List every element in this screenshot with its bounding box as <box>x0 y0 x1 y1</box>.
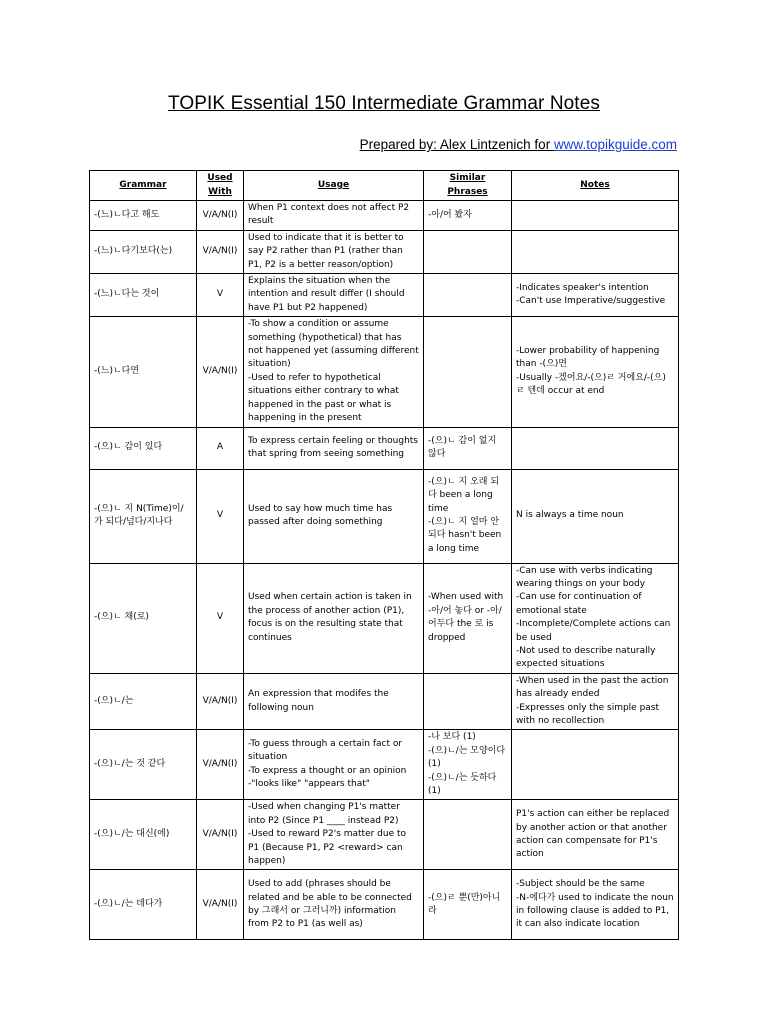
cell-similar <box>424 230 512 273</box>
cell-similar <box>424 730 512 800</box>
cell-line: -(느)ㄴ다는 것이 <box>94 289 160 300</box>
cell-notes <box>512 274 679 317</box>
table-row <box>90 800 679 870</box>
cell-line: -(느)ㄴ다고 해도 <box>94 209 160 220</box>
cell-usage <box>244 870 424 940</box>
cell-similar <box>424 274 512 317</box>
cell-line: -아/어 봤자 <box>428 209 472 220</box>
cell-line: -(으)ㄴ 채(로) <box>94 612 149 623</box>
cell-line: -Usually -겠어요/-(으)ㄹ 거에요/-(으)ㄹ 텐데 occur at end <box>516 372 666 397</box>
cell-notes <box>512 870 679 940</box>
cell-used-with <box>197 563 244 673</box>
cell-line: -Used to reward P2's matter due to P1 (Because P1, P2 <reward> can happen) <box>248 829 407 867</box>
cell-line: -When used with -아/어 놓다 or -아/어두다 the 로 is dropped <box>428 592 504 643</box>
page-title: TOPIK Essential 150 Intermediate Grammar Notes <box>168 93 600 114</box>
table-row <box>90 673 679 730</box>
header-similar-phrases: Similar Phrases <box>424 171 512 201</box>
prepared-by-line <box>360 137 677 152</box>
cell-usage <box>244 730 424 800</box>
cell-line: -Not used to describe naturally expected situations <box>516 645 656 670</box>
prepared-by-text: Prepared by: Alex Lintzenich for <box>359 137 554 152</box>
cell-usage <box>244 230 424 273</box>
grammar-table <box>89 170 679 940</box>
cell-line: Used to say how much time has passed after doing something <box>248 503 393 527</box>
cell-similar <box>424 201 512 231</box>
table-body <box>90 201 679 940</box>
cell-used-with <box>197 870 244 940</box>
cell-line: -(으)ㄴ 지 오래 되다 been a long time <box>428 476 500 514</box>
cell-line: Used to indicate that it is better to say P2 rather than P1 (rather than P1, P2 is a better reason/option) <box>248 232 404 270</box>
cell-line: -(으)ㄴ 감이 없지 않다 <box>428 435 497 459</box>
cell-line: -(으)ㄴ 감이 있다 <box>94 442 163 453</box>
table-row <box>90 230 679 273</box>
cell-line: -Lower probability of happening than -(으)면 <box>516 346 660 370</box>
table-row <box>90 427 679 469</box>
cell-used-with <box>197 800 244 870</box>
cell-notes <box>512 730 679 800</box>
cell-used-with <box>197 317 244 427</box>
cell-usage <box>244 673 424 730</box>
header-notes: Notes <box>512 171 679 201</box>
cell-grammar <box>90 469 197 563</box>
cell-line: -Can use with verbs indicating wearing things on your body <box>516 565 653 589</box>
cell-line: A <box>216 442 224 453</box>
table-row <box>90 469 679 563</box>
cell-line: -(으)ㄴ/는 <box>94 695 134 706</box>
cell-similar <box>424 317 512 427</box>
cell-line: V/A/N(I) <box>202 899 238 910</box>
cell-grammar <box>90 800 197 870</box>
cell-similar <box>424 870 512 940</box>
cell-notes <box>512 673 679 730</box>
cell-line: V/A/N(I) <box>202 759 238 770</box>
cell-line: To express certain feeling or thoughts that spring from seeing something <box>248 435 418 459</box>
cell-line: -"looks like" "appears that" <box>248 779 370 790</box>
cell-notes <box>512 230 679 273</box>
header-used-with: Used With <box>197 171 244 201</box>
cell-similar <box>424 800 512 870</box>
cell-line: V/A/N(I) <box>202 366 238 377</box>
cell-line: -To express a thought or an opinion <box>248 765 407 776</box>
cell-line: -(으)ㄴ/는 모양이다 (1) <box>428 745 506 770</box>
cell-notes <box>512 427 679 469</box>
cell-line: -(으)ㄴ/는 대신(에) <box>94 829 170 840</box>
cell-line: -Can't use Imperative/suggestive <box>516 296 666 307</box>
cell-line: -Subject should be the same <box>516 879 645 890</box>
cell-usage <box>244 317 424 427</box>
cell-line: -나 보다 (1) <box>428 732 476 743</box>
cell-used-with <box>197 427 244 469</box>
cell-similar <box>424 469 512 563</box>
cell-line: V/A/N(I) <box>202 829 238 840</box>
cell-grammar <box>90 730 197 800</box>
cell-usage <box>244 274 424 317</box>
cell-line: -(느)ㄴ다기보다(는) <box>94 246 173 257</box>
cell-line: V <box>216 612 224 623</box>
cell-grammar <box>90 230 197 273</box>
cell-usage <box>244 563 424 673</box>
cell-line: -(으)ㄴ/는 듯하다 (1) <box>428 772 497 796</box>
cell-grammar <box>90 673 197 730</box>
cell-line: Used to add (phrases should be related and be able to be connected by 그래서 or 그러니까) information from P2 to P1 (as well as) <box>248 879 412 930</box>
table-row <box>90 563 679 673</box>
cell-line: -Used to refer to hypothetical situations either contrary to what happened in the past or what is happening in the present <box>248 372 399 424</box>
cell-used-with <box>197 230 244 273</box>
cell-line: -(으)ㄴ 지 얼마 안 되다 hasn't been a long time <box>428 517 502 554</box>
cell-line: -To guess through a certain fact or situation <box>248 739 403 763</box>
cell-line: An expression that modifes the following noun <box>248 689 389 713</box>
cell-line: Explains the situation when the intention and result differ (I should have P1 but P2 happened) <box>248 276 405 313</box>
cell-similar <box>424 427 512 469</box>
cell-used-with <box>197 730 244 800</box>
cell-line: -(으)ㄴ 지 N(Time)이/가 되다/넘다/지나다 <box>94 503 184 527</box>
cell-used-with <box>197 469 244 563</box>
table-row <box>90 730 679 800</box>
cell-grammar <box>90 317 197 427</box>
table-header-row <box>90 171 679 201</box>
cell-usage <box>244 427 424 469</box>
cell-line: V <box>216 510 224 521</box>
cell-line: -Incomplete/Complete actions can be used <box>516 619 671 643</box>
cell-line: -(으)ㄴ/는 것 같다 <box>94 759 166 770</box>
cell-line: Used when certain action is taken in the process of another action (P1), focus is on the resulting state that continues <box>248 592 412 643</box>
cell-line: -Expresses only the simple past with no recollection <box>516 702 660 726</box>
cell-line: -N-에다가 used to indicate the noun in following clause is added to P1, it can also indicate location <box>516 892 674 930</box>
cell-notes <box>512 201 679 231</box>
cell-used-with <box>197 274 244 317</box>
cell-grammar <box>90 201 197 231</box>
cell-line: -Can use for continuation of emotional state <box>516 592 642 616</box>
cell-usage <box>244 201 424 231</box>
cell-grammar <box>90 427 197 469</box>
cell-used-with <box>197 673 244 730</box>
cell-line: N is always a time noun <box>516 510 624 521</box>
cell-line: V/A/N(I) <box>202 209 238 220</box>
cell-notes <box>512 563 679 673</box>
cell-line: -Used when changing P1's matter into P2 (Since P1 ____ instead P2) <box>248 802 400 826</box>
cell-similar <box>424 563 512 673</box>
cell-notes <box>512 800 679 870</box>
cell-line: When P1 context does not affect P2 result <box>248 203 410 227</box>
cell-usage <box>244 800 424 870</box>
cell-usage <box>244 469 424 563</box>
cell-grammar <box>90 274 197 317</box>
table-row <box>90 201 679 231</box>
topikguide-link[interactable]: www.topikguide.com <box>553 137 677 152</box>
cell-line: V/A/N(I) <box>202 695 238 706</box>
cell-line: P1's action can either be replaced by another action or that another action can compensate for P1's action <box>516 809 670 860</box>
cell-line: -(으)ㄹ 뿐(만)아니라 <box>428 892 501 916</box>
header-usage: Usage <box>244 171 424 201</box>
table-row <box>90 317 679 427</box>
cell-line: -When used in the past the action has already ended <box>516 675 669 700</box>
cell-line: -Indicates speaker's intention <box>516 282 649 293</box>
cell-line: -To show a condition or assume something (hypothetical) that has not happened yet (assuming different situation) <box>248 319 419 370</box>
cell-line: V <box>216 289 224 300</box>
header-grammar: Grammar <box>90 171 197 201</box>
cell-line: V/A/N(I) <box>202 246 238 257</box>
cell-similar <box>424 673 512 730</box>
table-row <box>90 870 679 940</box>
cell-line: -(으)ㄴ/는 데다가 <box>94 899 163 910</box>
cell-notes <box>512 317 679 427</box>
cell-grammar <box>90 563 197 673</box>
cell-used-with <box>197 201 244 231</box>
table-row <box>90 274 679 317</box>
cell-notes <box>512 469 679 563</box>
cell-grammar <box>90 870 197 940</box>
cell-line: -(느)ㄴ다면 <box>94 366 140 377</box>
